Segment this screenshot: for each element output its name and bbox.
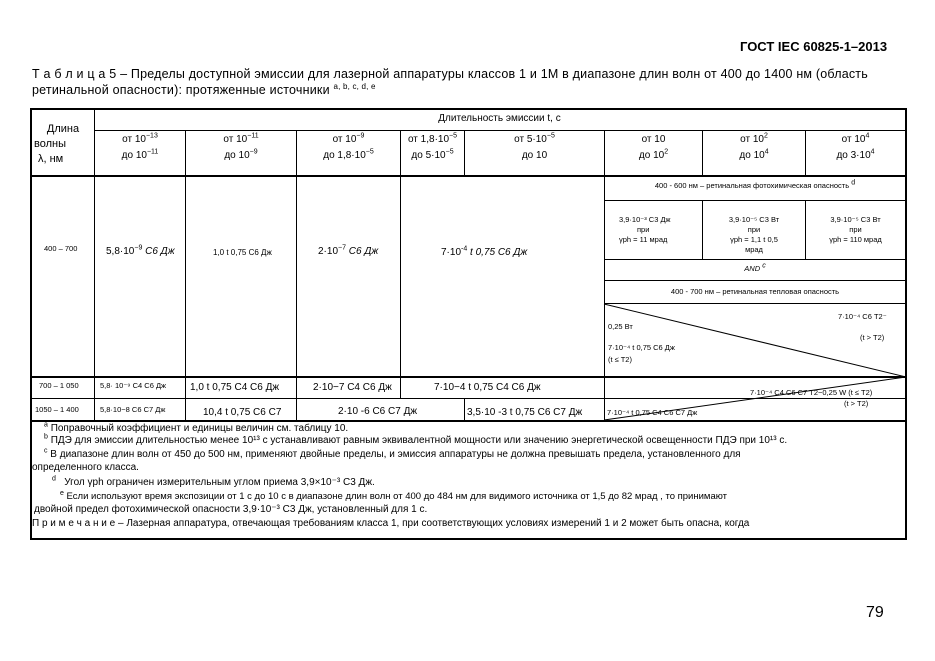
photochemical-hazard-title: 400 - 600 нм – ретинальная фотохимическая опасность $^d$	[654, 179, 856, 190]
row3-cell-2: 10,4 t 0,75 С6 С7	[203, 407, 282, 418]
photochem-cell-2: 3,9·10⁻⁵ С3 Вт при γph = 1,1 t 0,5 мрад	[728, 215, 780, 254]
footnote-c: $^c$ В диапазоне длин волн от 450 до 500 нм, применяют двойные пределы, и эмиссия аппаратуры не должна превышать предела, установленного для	[44, 447, 741, 460]
row3-cell-5: 3,5·10 -3 t 0,75 С6 С7 Дж	[467, 407, 583, 418]
row1-cell-2: 1,0 t 0,75 С6 Дж	[213, 248, 272, 257]
duration-header-7: от $10^2$ до $10^4$	[739, 132, 769, 161]
duration-header-1: от $10^{-13}$ до $10^{-11}$	[121, 132, 159, 161]
photochem-cell-3: 3,9·10⁻⁵ С3 Вт при γph = 110 мрад	[829, 215, 882, 244]
row1-cell-1: $5,8\cdot 10^{-9}$ С6 Дж	[106, 244, 175, 257]
page-number: 79	[866, 604, 884, 621]
thermal-left-condition: (t ≤ T2)	[608, 355, 632, 364]
row2-cell-3: 2·10−7 С4 С6 Дж	[313, 382, 392, 393]
row3-cell-34: 2·10 -6 С6 С7 Дж	[338, 406, 418, 417]
thermal-right-exponent: 0,25 Вт	[608, 322, 633, 331]
row1-cell-3: $2\cdot 10^{-7}$ С6 Дж	[318, 244, 379, 257]
and-label: AND $^c$	[744, 262, 766, 273]
duration-header-8: от $10^4$ до $3\cdot 10^4$	[836, 132, 875, 161]
row2-cell-45: 7·10−4 t 0,75 С4 С6 Дж	[434, 382, 541, 393]
row1-cell-45: $7\cdot 10^{-4}$ t 0,75 С6 Дж	[441, 245, 528, 258]
row2-cell-2: 1,0 t 0,75 С4 С6 Дж	[190, 382, 280, 393]
row1-wavelength: 400 – 700	[44, 244, 78, 253]
duration-header-2: от $10^{-11}$ до $10^{-9}$	[223, 132, 259, 161]
duration-header-6: от 10 до $10^2$	[638, 134, 669, 161]
row2-cell-1: 5,8· 10⁻⁹ С4 С6 Дж	[100, 381, 167, 390]
duration-header-3: от $10^{-9}$ до $1,8\cdot 10^{-5}$	[323, 132, 374, 161]
row2-right-formula: 7·10⁻⁴ С4 С6 С7 T2−0,25 W (t ≤ T2)	[750, 388, 873, 397]
thermal-left-formula: 7·10⁻⁴ t 0,75 С6 Дж	[608, 343, 675, 352]
thermal-right-formula: 7·10⁻⁴ С6 T2⁻	[838, 312, 887, 321]
emission-limits-table	[30, 108, 907, 540]
row2-wavelength: 700 – 1 050	[39, 381, 79, 390]
footnote-e: $^e$ Если используют время экспозиции от 1 с до 10 с в диапазоне длин волн от 400 до 484 нм для видимого источника от 1,5 до 82 мрад , то принимают	[60, 489, 728, 502]
duration-header-4: от $1,8\cdot 10^{-5}$ до $5\cdot 10^{-5}$	[407, 132, 458, 161]
footnote-e-cont: двойной предел фотохимической опасности 3,9·10⁻³ С3 Дж, установленный для 1 с.	[34, 504, 428, 515]
header-wavelength: Длина волны λ, нм	[34, 123, 80, 165]
row3-cell-6: 7·10⁻⁴ t 0,75 С4 С6 С7 Дж	[607, 408, 698, 417]
table-caption	[32, 66, 902, 98]
standard-designation: ГОСТ IEC 60825-1–2013	[740, 39, 888, 54]
footnote-d: $^d$ Угол γph ограничен измерительным углом приема 3,9×10⁻³ С3 Дж.	[52, 475, 375, 488]
thermal-right-condition: (t > T2)	[860, 333, 885, 342]
photochem-cell-1: 3,9·10⁻³ С3 Дж при γph = 11 мрад	[619, 215, 671, 244]
footnote-b: $^b$ ПДЭ для эмиссии длительностью менее 10¹³ с устанавливают равным эквивалентной мощности или значению энергетической освещенности ПДЭ при 10¹³ с.	[44, 433, 788, 446]
caption-footnote-marks: a, b, c, d, e	[333, 81, 376, 91]
table-note: П р и м е ч а н и е – Лазерная аппаратура, отвечающая требованиям класса 1, при соответствующих условиях измерений 1 и 2 может быть опасна, когда	[32, 518, 750, 529]
header-duration: Длительность эмиссии t, с	[438, 113, 561, 124]
row2-right-condition: (t > T2)	[844, 399, 869, 408]
row3-wavelength: 1050 – 1 400	[35, 405, 79, 414]
footnote-c-cont: определенного класса.	[32, 462, 139, 473]
duration-header-5: от $5\cdot 10^{-5}$ до 10	[514, 132, 555, 161]
footnote-a: $^a$ Поправочный коэффициент и единицы величин см. таблицу 10.	[44, 421, 349, 434]
thermal-hazard-title: 400 - 700 нм – ретинальная тепловая опасность	[670, 287, 840, 296]
caption-text: Т а б л и ц а 5 – Пределы доступной эмиссии для лазерной аппаратуры классов 1 и 1М в диапазоне длин волн от 400 до 1400 нм (область ретинальной опасности): протяженные источники	[32, 67, 868, 97]
row3-cell-1: 5,8·10−8 С6 С7 Дж	[100, 405, 166, 414]
